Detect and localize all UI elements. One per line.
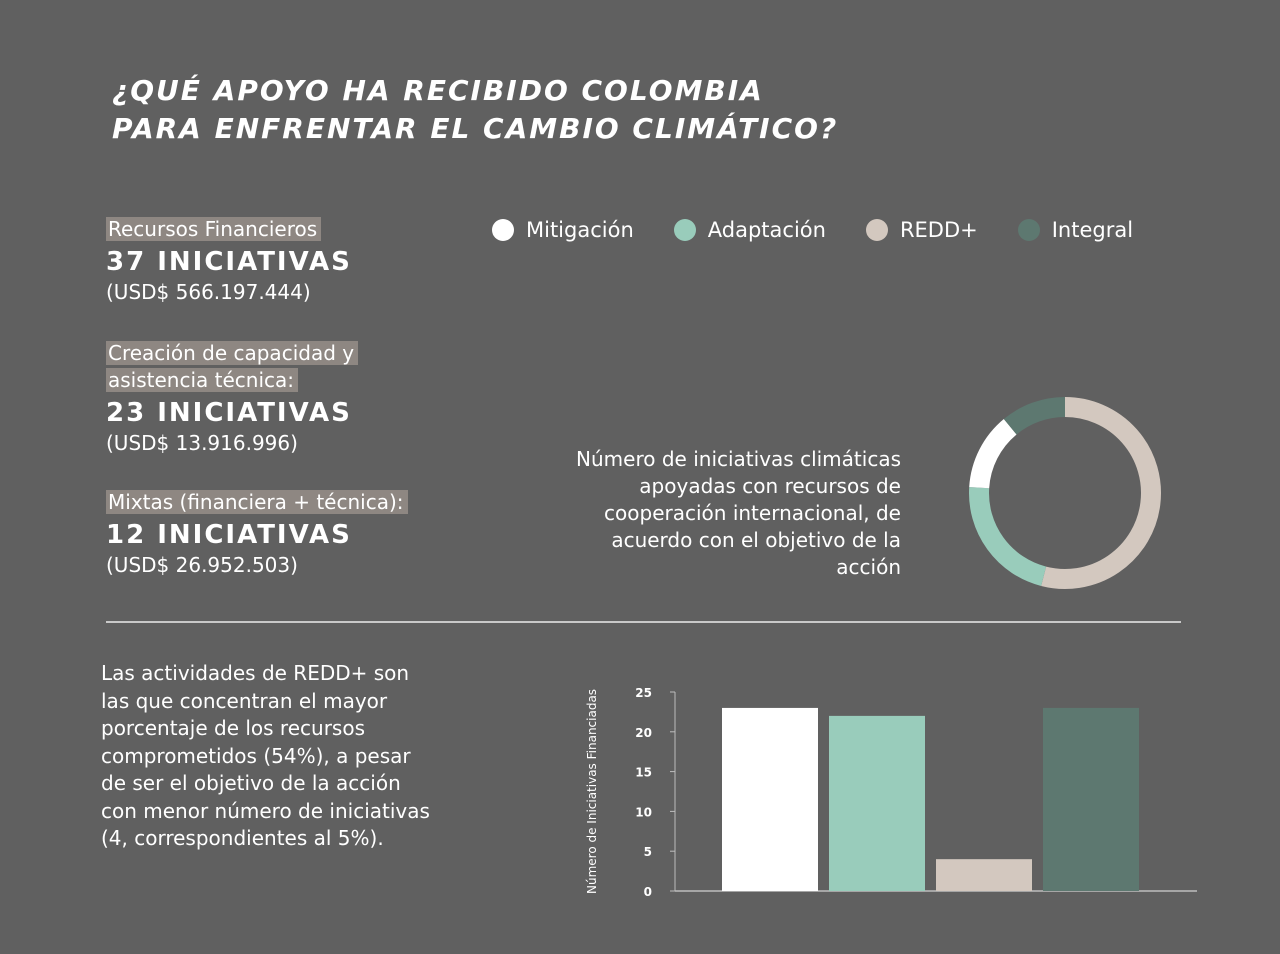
y-axis-label: Número de Iniciativas Financiadas [585, 688, 599, 894]
bar-chart [580, 660, 1210, 910]
donut-slice-redd- [1044, 407, 1151, 579]
legend-label: REDD+ [899, 218, 978, 242]
legend-item-mitigacion [492, 218, 634, 242]
title-line-2: PARA ENFRENTAR EL CAMBIO CLIMÁTICO? [112, 112, 839, 145]
legend-item-redd [866, 218, 978, 242]
stat-label: Mixtas (financiera + técnica): [106, 490, 408, 514]
legend-item-integral [1018, 218, 1133, 242]
stat-label: Recursos Financieros [106, 217, 321, 241]
legend-swatch [674, 219, 696, 241]
bar-redd- [936, 859, 1032, 891]
legend-label: Adaptación [707, 218, 826, 242]
legend-swatch [1018, 219, 1040, 241]
legend-swatch [492, 219, 514, 241]
page-title [112, 72, 872, 148]
y-tick-label: 15 [635, 765, 652, 780]
stat-mixed [106, 489, 466, 578]
y-tick-label: 10 [635, 805, 652, 820]
stat-count: 23 INICIATIVAS [106, 398, 352, 428]
stat-label: Creación de capacidad y asistencia técnica: [106, 341, 358, 392]
donut-slice-integral [1010, 407, 1065, 427]
stat-amount: (USD$ 13.916.996) [106, 431, 298, 455]
bar-adaptaci-n [829, 716, 925, 891]
chart-legend [492, 218, 1133, 242]
donut-caption: Número de iniciativas climáticas apoyadas con recursos de cooperación internacional, de acuerdo con el objetivo de la acción [576, 447, 901, 579]
y-tick-label: 0 [643, 885, 652, 899]
divider [106, 621, 1181, 623]
stat-technical [106, 340, 406, 456]
legend-label: Mitigación [526, 218, 634, 242]
stat-count: 37 INICIATIVAS [106, 247, 352, 277]
y-tick-label: 25 [635, 686, 652, 700]
stat-amount: (USD$ 566.197.444) [106, 280, 311, 304]
donut-slice-adaptaci-n [979, 488, 1044, 577]
legend-swatch [866, 219, 888, 241]
bar-integral [1043, 708, 1139, 891]
stat-amount: (USD$ 26.952.503) [106, 553, 298, 577]
legend-label: Integral [1051, 218, 1134, 242]
y-tick-label: 5 [643, 845, 652, 860]
title-line-1: ¿QUÉ APOYO HA RECIBIDO COLOMBIA [112, 74, 764, 107]
stat-financial [106, 216, 466, 305]
legend-item-adaptacion [674, 218, 826, 242]
donut-slice-mitigaci-n [979, 427, 1010, 488]
y-tick-label: 20 [635, 725, 652, 740]
donut-chart [960, 388, 1170, 598]
summary-text: Las actividades de REDD+ son las que concentran el mayor porcentaje de los recursos comprometidos (54%), a pesar de ser el objetivo de la acción con menor número de iniciativas (4, correspondientes al 5%). [101, 661, 430, 850]
bar-mitigaci-n [722, 708, 818, 891]
stat-count: 12 INICIATIVAS [106, 520, 352, 550]
